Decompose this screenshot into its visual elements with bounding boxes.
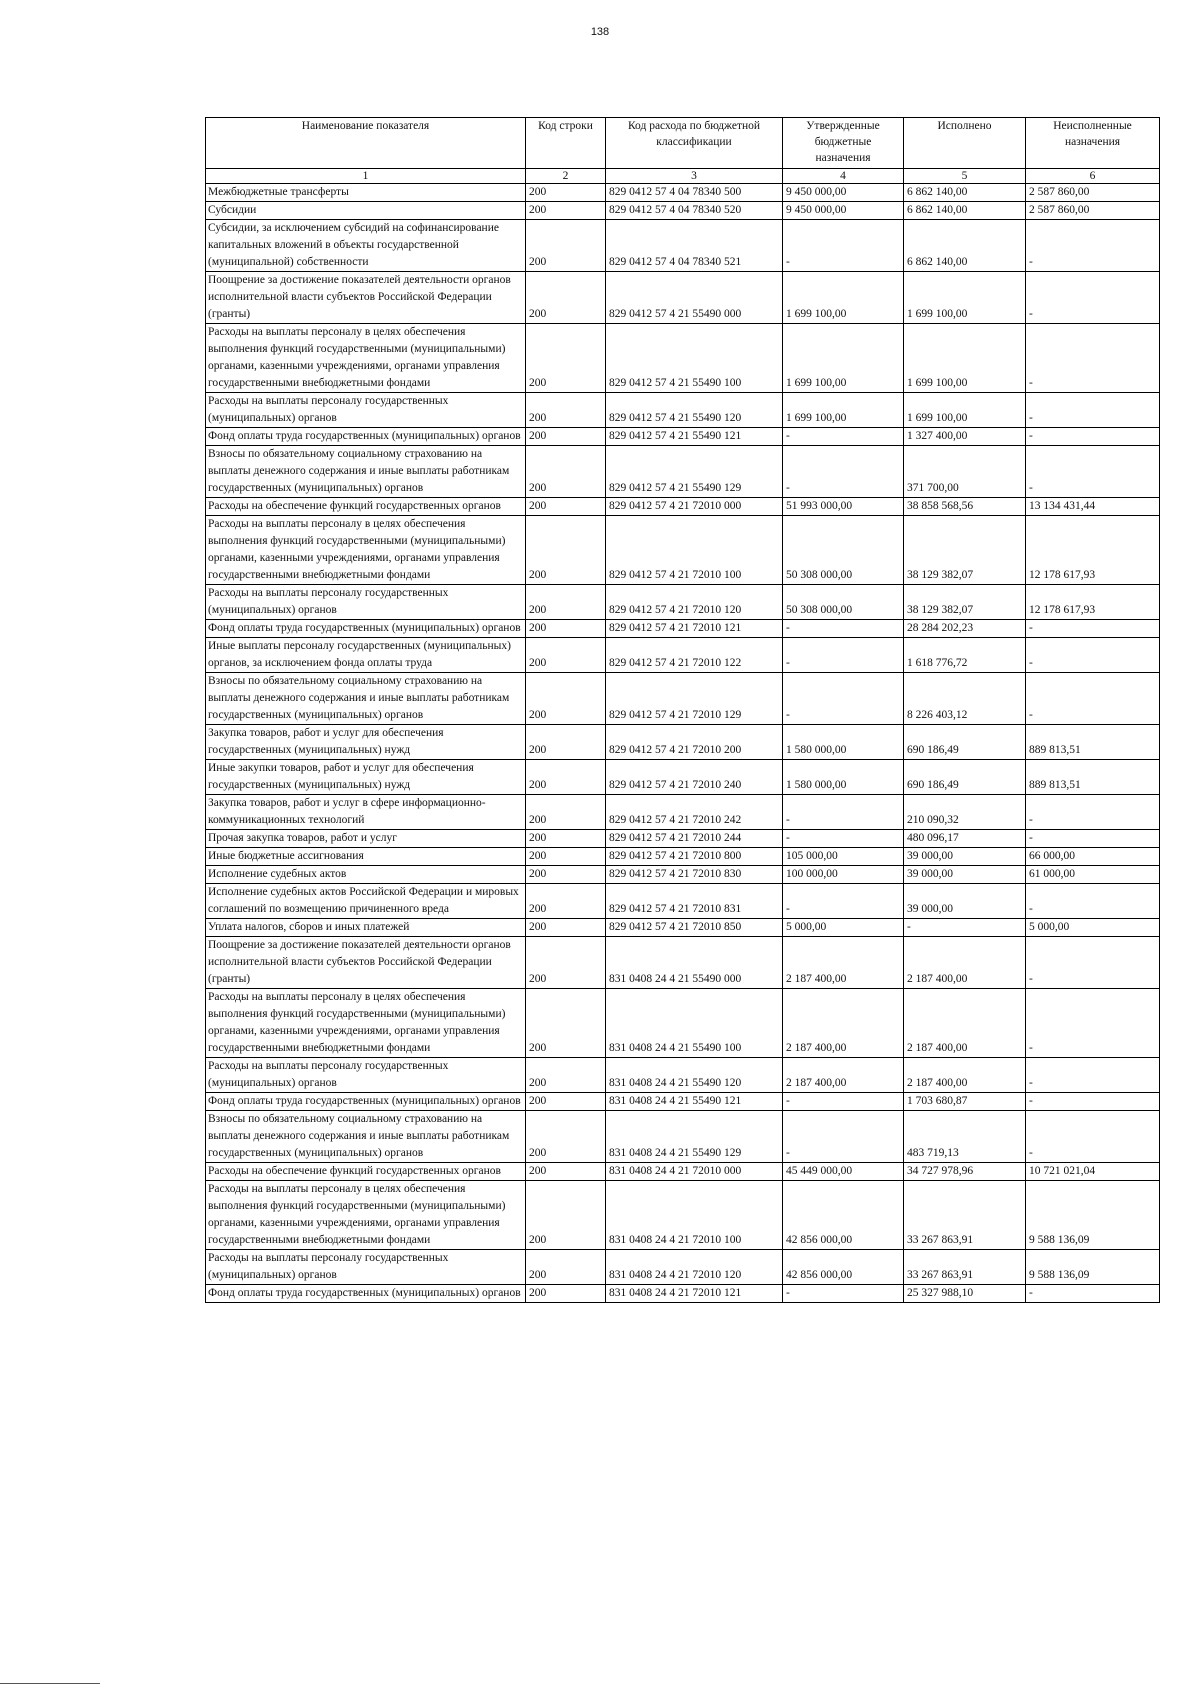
cell-unexecuted: 889 813,51 [1026, 760, 1160, 795]
table-row [206, 202, 1160, 220]
cell-executed: 210 090,32 [904, 795, 1026, 830]
column-number: 3 [606, 169, 783, 184]
cell-line-code: 200 [526, 1163, 606, 1181]
table-body [206, 184, 1160, 1303]
cell-indicator-name: Расходы на выплаты персоналу государственных (муниципальных) органов [206, 585, 526, 620]
cell-unexecuted: - [1026, 324, 1160, 393]
cell-executed: 34 727 978,96 [904, 1163, 1026, 1181]
cell-unexecuted: - [1026, 393, 1160, 428]
cell-unexecuted: - [1026, 446, 1160, 498]
table-row [206, 989, 1160, 1058]
table-row [206, 866, 1160, 884]
header-approved: Утвержденные бюджетные назначения [783, 118, 904, 169]
table-row [206, 446, 1160, 498]
cell-line-code: 200 [526, 848, 606, 866]
cell-executed: 25 327 988,10 [904, 1285, 1026, 1303]
cell-line-code: 200 [526, 1058, 606, 1093]
cell-indicator-name: Уплата налогов, сборов и иных платежей [206, 919, 526, 937]
cell-line-code: 200 [526, 498, 606, 516]
cell-executed: 690 186,49 [904, 760, 1026, 795]
cell-expense-code: 829 0412 57 4 04 78340 521 [606, 220, 783, 272]
cell-executed: 1 699 100,00 [904, 324, 1026, 393]
cell-expense-code: 829 0412 57 4 21 55490 100 [606, 324, 783, 393]
cell-line-code: 200 [526, 795, 606, 830]
cell-executed: 38 858 568,56 [904, 498, 1026, 516]
cell-unexecuted: - [1026, 638, 1160, 673]
cell-indicator-name: Прочая закупка товаров, работ и услуг [206, 830, 526, 848]
cell-executed: 371 700,00 [904, 446, 1026, 498]
cell-expense-code: 829 0412 57 4 04 78340 500 [606, 184, 783, 202]
cell-line-code: 200 [526, 937, 606, 989]
cell-executed: 28 284 202,23 [904, 620, 1026, 638]
cell-expense-code: 829 0412 57 4 21 72010 121 [606, 620, 783, 638]
cell-expense-code: 831 0408 24 4 21 72010 100 [606, 1181, 783, 1250]
cell-line-code: 200 [526, 830, 606, 848]
cell-expense-code: 831 0408 24 4 21 72010 000 [606, 1163, 783, 1181]
cell-executed: 33 267 863,91 [904, 1250, 1026, 1285]
cell-executed: 483 719,13 [904, 1111, 1026, 1163]
header-expense-code: Код расхода по бюджетной классификации [606, 118, 783, 169]
cell-line-code: 200 [526, 446, 606, 498]
table-row [206, 184, 1160, 202]
cell-indicator-name: Взносы по обязательному социальному страхованию на выплаты денежного содержания и иные выплаты работникам государственных (муниципальных) органов [206, 1111, 526, 1163]
cell-line-code: 200 [526, 638, 606, 673]
cell-approved: 42 856 000,00 [783, 1250, 904, 1285]
cell-expense-code: 829 0412 57 4 21 55490 129 [606, 446, 783, 498]
cell-unexecuted: 9 588 136,09 [1026, 1250, 1160, 1285]
cell-indicator-name: Закупка товаров, работ и услуг в сфере информационно-коммуникационных технологий [206, 795, 526, 830]
table-row [206, 1250, 1160, 1285]
cell-approved: - [783, 428, 904, 446]
cell-indicator-name: Расходы на выплаты персоналу в целях обеспечения выполнения функций государственными (муниципальными) органами, казенными учреждениями, органами управления государственными внебюджетными фондами [206, 516, 526, 585]
cell-approved: 2 187 400,00 [783, 1058, 904, 1093]
cell-approved: - [783, 446, 904, 498]
table-row [206, 1111, 1160, 1163]
cell-indicator-name: Расходы на выплаты персоналу государственных (муниципальных) органов [206, 1058, 526, 1093]
cell-unexecuted: - [1026, 830, 1160, 848]
table-row [206, 1058, 1160, 1093]
cell-line-code: 200 [526, 220, 606, 272]
cell-approved: 1 699 100,00 [783, 324, 904, 393]
cell-indicator-name: Расходы на выплаты персоналу государственных (муниципальных) органов [206, 393, 526, 428]
cell-approved: - [783, 1111, 904, 1163]
cell-indicator-name: Фонд оплаты труда государственных (муниципальных) органов [206, 620, 526, 638]
table-row [206, 393, 1160, 428]
cell-indicator-name: Расходы на обеспечение функций государственных органов [206, 498, 526, 516]
cell-expense-code: 829 0412 57 4 04 78340 520 [606, 202, 783, 220]
cell-approved: 1 580 000,00 [783, 725, 904, 760]
cell-approved: 45 449 000,00 [783, 1163, 904, 1181]
cell-executed: 1 699 100,00 [904, 393, 1026, 428]
cell-executed: 2 187 400,00 [904, 1058, 1026, 1093]
cell-indicator-name: Расходы на выплаты персоналу в целях обеспечения выполнения функций государственными (муниципальными) органами, казенными учреждениями, органами управления государственными внебюджетными фондами [206, 324, 526, 393]
cell-line-code: 200 [526, 760, 606, 795]
cell-expense-code: 831 0408 24 4 21 55490 120 [606, 1058, 783, 1093]
cell-expense-code: 829 0412 57 4 21 72010 244 [606, 830, 783, 848]
cell-unexecuted: - [1026, 673, 1160, 725]
cell-unexecuted: - [1026, 1111, 1160, 1163]
cell-expense-code: 831 0408 24 4 21 55490 129 [606, 1111, 783, 1163]
table-row [206, 1093, 1160, 1111]
table-row [206, 795, 1160, 830]
column-number: 4 [783, 169, 904, 184]
cell-approved: 2 187 400,00 [783, 937, 904, 989]
cell-approved: 51 993 000,00 [783, 498, 904, 516]
cell-executed: 2 187 400,00 [904, 937, 1026, 989]
cell-executed: 33 267 863,91 [904, 1181, 1026, 1250]
cell-unexecuted: 12 178 617,93 [1026, 585, 1160, 620]
cell-approved: - [783, 673, 904, 725]
cell-line-code: 200 [526, 620, 606, 638]
table-row [206, 272, 1160, 324]
table-header [206, 118, 1160, 184]
table-row [206, 937, 1160, 989]
cell-line-code: 200 [526, 184, 606, 202]
cell-indicator-name: Закупка товаров, работ и услуг для обеспечения государственных (муниципальных) нужд [206, 725, 526, 760]
table-row [206, 620, 1160, 638]
table-row [206, 1285, 1160, 1303]
cell-approved: 1 580 000,00 [783, 760, 904, 795]
cell-executed: 1 327 400,00 [904, 428, 1026, 446]
cell-expense-code: 829 0412 57 4 21 72010 200 [606, 725, 783, 760]
cell-unexecuted: - [1026, 220, 1160, 272]
cell-line-code: 200 [526, 1285, 606, 1303]
cell-unexecuted: - [1026, 428, 1160, 446]
cell-indicator-name: Исполнение судебных актов Российской Федерации и мировых соглашений по возмещению причиненного вреда [206, 884, 526, 919]
table-row [206, 725, 1160, 760]
cell-expense-code: 831 0408 24 4 21 55490 000 [606, 937, 783, 989]
cell-indicator-name: Расходы на выплаты персоналу государственных (муниципальных) органов [206, 1250, 526, 1285]
cell-unexecuted: - [1026, 1058, 1160, 1093]
cell-approved: 5 000,00 [783, 919, 904, 937]
cell-executed: 690 186,49 [904, 725, 1026, 760]
cell-line-code: 200 [526, 516, 606, 585]
table-row [206, 638, 1160, 673]
cell-executed: - [904, 919, 1026, 937]
cell-unexecuted: 12 178 617,93 [1026, 516, 1160, 585]
cell-indicator-name: Исполнение судебных актов [206, 866, 526, 884]
cell-expense-code: 829 0412 57 4 21 72010 122 [606, 638, 783, 673]
cell-expense-code: 829 0412 57 4 21 72010 242 [606, 795, 783, 830]
column-number: 5 [904, 169, 1026, 184]
header-unexecuted: Неисполненные назначения [1026, 118, 1160, 169]
cell-line-code: 200 [526, 272, 606, 324]
header-executed: Исполнено [904, 118, 1026, 169]
cell-expense-code: 829 0412 57 4 21 55490 120 [606, 393, 783, 428]
cell-expense-code: 829 0412 57 4 21 72010 100 [606, 516, 783, 585]
cell-line-code: 200 [526, 1111, 606, 1163]
cell-expense-code: 829 0412 57 4 21 72010 000 [606, 498, 783, 516]
header-indicator-name: Наименование показателя [206, 118, 526, 169]
cell-unexecuted: 10 721 021,04 [1026, 1163, 1160, 1181]
cell-indicator-name: Субсидии [206, 202, 526, 220]
cell-unexecuted: - [1026, 1093, 1160, 1111]
column-number: 1 [206, 169, 526, 184]
cell-executed: 6 862 140,00 [904, 220, 1026, 272]
cell-line-code: 200 [526, 884, 606, 919]
cell-indicator-name: Взносы по обязательному социальному страхованию на выплаты денежного содержания и иные выплаты работникам государственных (муниципальных) органов [206, 673, 526, 725]
cell-unexecuted: - [1026, 272, 1160, 324]
cell-expense-code: 829 0412 57 4 21 72010 800 [606, 848, 783, 866]
cell-executed: 39 000,00 [904, 866, 1026, 884]
cell-approved: 105 000,00 [783, 848, 904, 866]
cell-approved: 9 450 000,00 [783, 184, 904, 202]
cell-line-code: 200 [526, 866, 606, 884]
cell-indicator-name: Фонд оплаты труда государственных (муниципальных) органов [206, 1285, 526, 1303]
cell-line-code: 200 [526, 428, 606, 446]
cell-expense-code: 829 0412 57 4 21 72010 830 [606, 866, 783, 884]
cell-expense-code: 831 0408 24 4 21 55490 100 [606, 989, 783, 1058]
table-row [206, 324, 1160, 393]
cell-line-code: 200 [526, 1250, 606, 1285]
cell-line-code: 200 [526, 919, 606, 937]
cell-executed: 38 129 382,07 [904, 585, 1026, 620]
cell-line-code: 200 [526, 673, 606, 725]
table-row [206, 516, 1160, 585]
cell-executed: 38 129 382,07 [904, 516, 1026, 585]
cell-unexecuted: 61 000,00 [1026, 866, 1160, 884]
cell-line-code: 200 [526, 1093, 606, 1111]
table-row [206, 585, 1160, 620]
cell-unexecuted: - [1026, 989, 1160, 1058]
cell-approved: - [783, 884, 904, 919]
header-line-code: Код строки [526, 118, 606, 169]
cell-indicator-name: Фонд оплаты труда государственных (муниципальных) органов [206, 1093, 526, 1111]
cell-approved: - [783, 795, 904, 830]
cell-indicator-name: Иные выплаты персоналу государственных (муниципальных) органов, за исключением фонда оплаты труда [206, 638, 526, 673]
cell-unexecuted: - [1026, 620, 1160, 638]
table-row [206, 428, 1160, 446]
cell-line-code: 200 [526, 725, 606, 760]
cell-indicator-name: Расходы на выплаты персоналу в целях обеспечения выполнения функций государственными (муниципальными) органами, казенными учреждениями, органами управления государственными внебюджетными фондами [206, 1181, 526, 1250]
cell-unexecuted: 889 813,51 [1026, 725, 1160, 760]
cell-indicator-name: Иные бюджетные ассигнования [206, 848, 526, 866]
footer-rule [0, 1683, 100, 1684]
cell-approved: - [783, 620, 904, 638]
table-row [206, 498, 1160, 516]
table-row [206, 848, 1160, 866]
table-row [206, 1181, 1160, 1250]
cell-line-code: 200 [526, 393, 606, 428]
cell-unexecuted: 9 588 136,09 [1026, 1181, 1160, 1250]
table-row [206, 1163, 1160, 1181]
cell-unexecuted: 66 000,00 [1026, 848, 1160, 866]
cell-expense-code: 829 0412 57 4 21 55490 121 [606, 428, 783, 446]
table-row [206, 673, 1160, 725]
cell-indicator-name: Взносы по обязательному социальному страхованию на выплаты денежного содержания и иные выплаты работникам государственных (муниципальных) органов [206, 446, 526, 498]
table-row [206, 884, 1160, 919]
cell-expense-code: 829 0412 57 4 21 72010 850 [606, 919, 783, 937]
cell-executed: 1 699 100,00 [904, 272, 1026, 324]
table-row [206, 830, 1160, 848]
cell-approved: 9 450 000,00 [783, 202, 904, 220]
cell-approved: 50 308 000,00 [783, 516, 904, 585]
cell-expense-code: 831 0408 24 4 21 72010 121 [606, 1285, 783, 1303]
cell-line-code: 200 [526, 585, 606, 620]
cell-executed: 1 618 776,72 [904, 638, 1026, 673]
cell-expense-code: 829 0412 57 4 21 72010 120 [606, 585, 783, 620]
cell-expense-code: 829 0412 57 4 21 72010 129 [606, 673, 783, 725]
budget-execution-table [205, 117, 1160, 1303]
cell-indicator-name: Межбюджетные трансферты [206, 184, 526, 202]
column-number-row [206, 169, 1160, 184]
table-row [206, 760, 1160, 795]
cell-unexecuted: 5 000,00 [1026, 919, 1160, 937]
cell-approved: - [783, 638, 904, 673]
cell-approved: - [783, 1093, 904, 1111]
cell-indicator-name: Расходы на обеспечение функций государственных органов [206, 1163, 526, 1181]
cell-unexecuted: - [1026, 937, 1160, 989]
cell-executed: 8 226 403,12 [904, 673, 1026, 725]
cell-unexecuted: - [1026, 884, 1160, 919]
cell-line-code: 200 [526, 202, 606, 220]
cell-line-code: 200 [526, 989, 606, 1058]
cell-line-code: 200 [526, 1181, 606, 1250]
cell-unexecuted: 2 587 860,00 [1026, 202, 1160, 220]
cell-executed: 1 703 680,87 [904, 1093, 1026, 1111]
page-number: 138 [590, 26, 610, 38]
cell-executed: 39 000,00 [904, 884, 1026, 919]
cell-approved: - [783, 220, 904, 272]
cell-approved: 1 699 100,00 [783, 393, 904, 428]
cell-approved: 42 856 000,00 [783, 1181, 904, 1250]
table-row [206, 919, 1160, 937]
column-number: 2 [526, 169, 606, 184]
cell-indicator-name: Поощрение за достижение показателей деятельности органов исполнительной власти субъектов Российской Федерации (гранты) [206, 937, 526, 989]
cell-executed: 480 096,17 [904, 830, 1026, 848]
cell-approved: 50 308 000,00 [783, 585, 904, 620]
cell-approved: 100 000,00 [783, 866, 904, 884]
cell-expense-code: 829 0412 57 4 21 72010 240 [606, 760, 783, 795]
cell-approved: 1 699 100,00 [783, 272, 904, 324]
cell-indicator-name: Иные закупки товаров, работ и услуг для обеспечения государственных (муниципальных) нужд [206, 760, 526, 795]
column-number: 6 [1026, 169, 1160, 184]
cell-approved: - [783, 830, 904, 848]
table-row [206, 220, 1160, 272]
cell-expense-code: 831 0408 24 4 21 55490 121 [606, 1093, 783, 1111]
cell-unexecuted: 13 134 431,44 [1026, 498, 1160, 516]
cell-expense-code: 829 0412 57 4 21 72010 831 [606, 884, 783, 919]
cell-indicator-name: Субсидии, за исключением субсидий на софинансирование капитальных вложений в объекты государственной (муниципальной) собственности [206, 220, 526, 272]
cell-executed: 2 187 400,00 [904, 989, 1026, 1058]
cell-expense-code: 831 0408 24 4 21 72010 120 [606, 1250, 783, 1285]
cell-expense-code: 829 0412 57 4 21 55490 000 [606, 272, 783, 324]
cell-unexecuted: 2 587 860,00 [1026, 184, 1160, 202]
cell-approved: - [783, 1285, 904, 1303]
cell-indicator-name: Фонд оплаты труда государственных (муниципальных) органов [206, 428, 526, 446]
cell-indicator-name: Расходы на выплаты персоналу в целях обеспечения выполнения функций государственными (муниципальными) органами, казенными учреждениями, органами управления государственными внебюджетными фондами [206, 989, 526, 1058]
cell-line-code: 200 [526, 324, 606, 393]
cell-executed: 6 862 140,00 [904, 184, 1026, 202]
cell-approved: 2 187 400,00 [783, 989, 904, 1058]
cell-executed: 6 862 140,00 [904, 202, 1026, 220]
cell-unexecuted: - [1026, 795, 1160, 830]
cell-indicator-name: Поощрение за достижение показателей деятельности органов исполнительной власти субъектов Российской Федерации (гранты) [206, 272, 526, 324]
cell-executed: 39 000,00 [904, 848, 1026, 866]
cell-unexecuted: - [1026, 1285, 1160, 1303]
